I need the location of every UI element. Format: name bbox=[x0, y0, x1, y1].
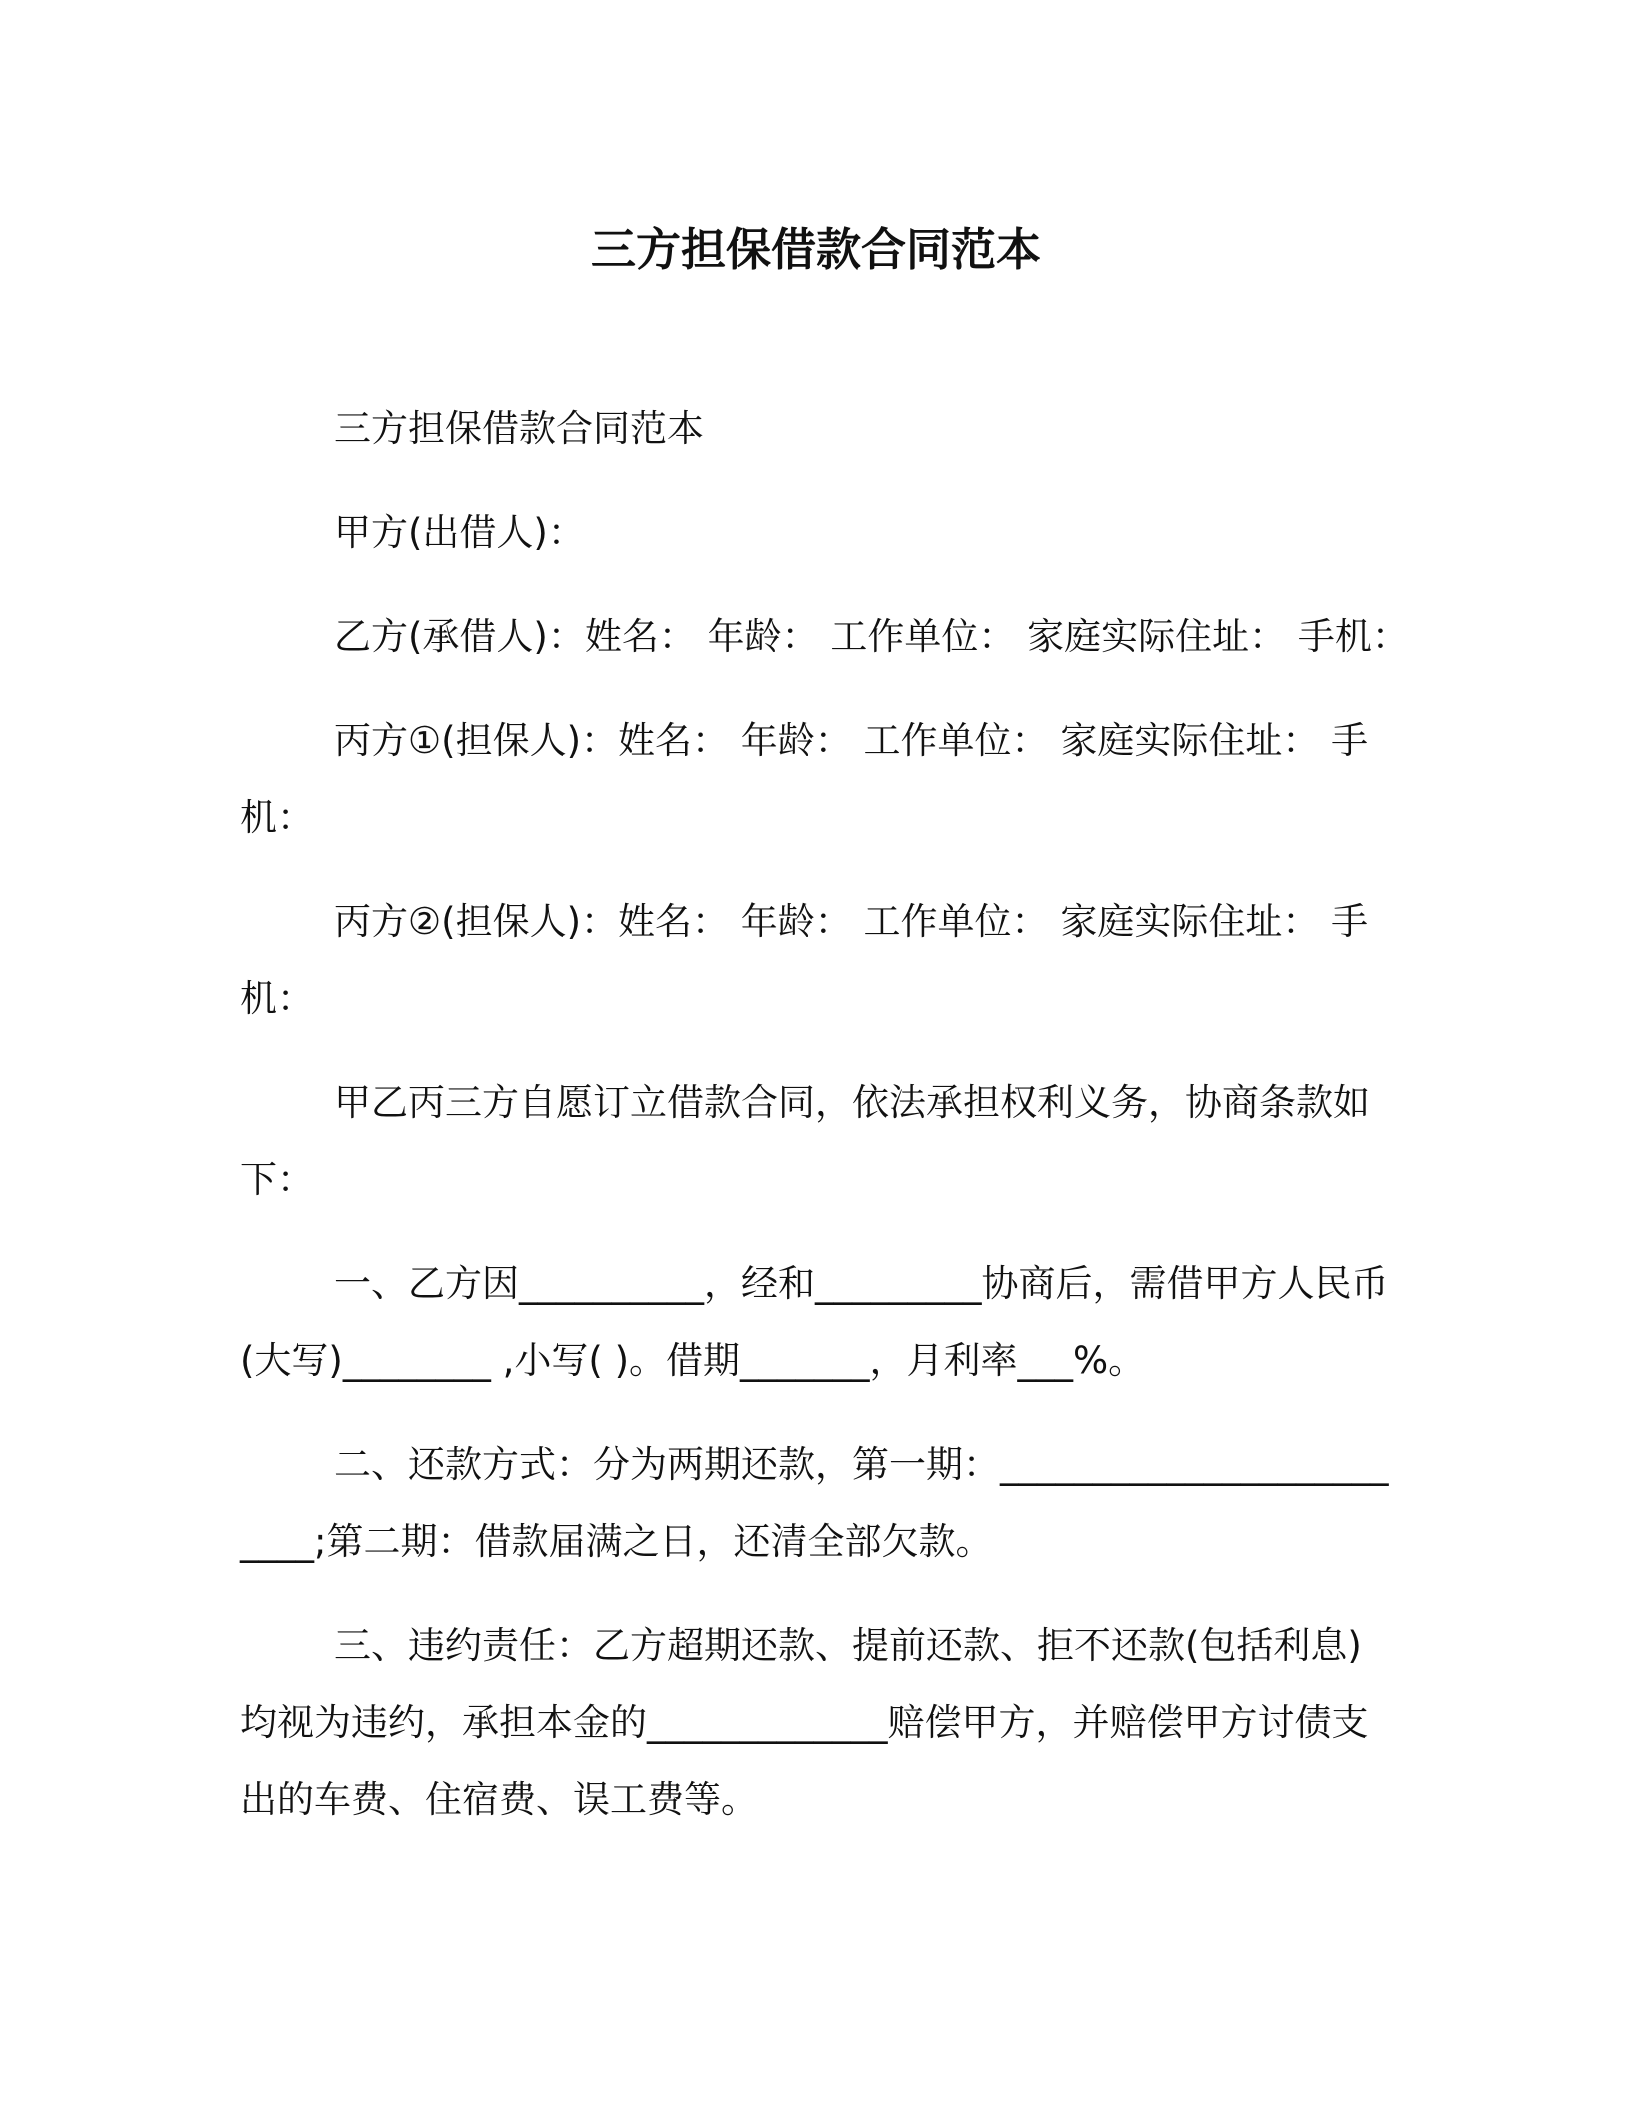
paragraph-guarantor-2: 丙方②(担保人)：姓名： 年龄： 工作单位： 家庭实际住址： 手机： bbox=[240, 900, 1369, 1020]
paragraph-agreement: 甲乙丙三方自愿订立借款合同，依法承担权利义务，协商条款如下： bbox=[240, 1081, 1370, 1201]
document-body bbox=[240, 390, 1409, 1865]
paragraph-party-b: 乙方(承借人)：姓名： 年龄： 工作单位： 家庭实际住址： 手机： bbox=[334, 615, 1409, 658]
document-title: 三方担保借款合同范本 bbox=[590, 223, 1041, 276]
paragraph-clause-1: 一、乙方因__________，经和_________协商后，需借甲方人民币(大写)________ ,小写( )。借期_______，月利率___%。 bbox=[240, 1262, 1389, 1382]
paragraph-clause-2: 二、还款方式：分为两期还款，第一期：_________________________;第二期：借款届满之日，还清全部欠款。 bbox=[240, 1443, 1389, 1563]
paragraph-heading: 三方担保借款合同范本 bbox=[334, 407, 704, 450]
paragraph-guarantor-1: 丙方①(担保人)：姓名： 年龄： 工作单位： 家庭实际住址： 手机： bbox=[240, 719, 1369, 839]
paragraph-clause-3: 三、违约责任：乙方超期还款、提前还款、拒不还款(包括利息)均视为违约，承担本金的_____________赔偿甲方，并赔偿甲方讨债支出的车费、住宿费、误工费等。 bbox=[240, 1624, 1369, 1821]
paragraph-party-a: 甲方(出借人)： bbox=[334, 511, 585, 554]
